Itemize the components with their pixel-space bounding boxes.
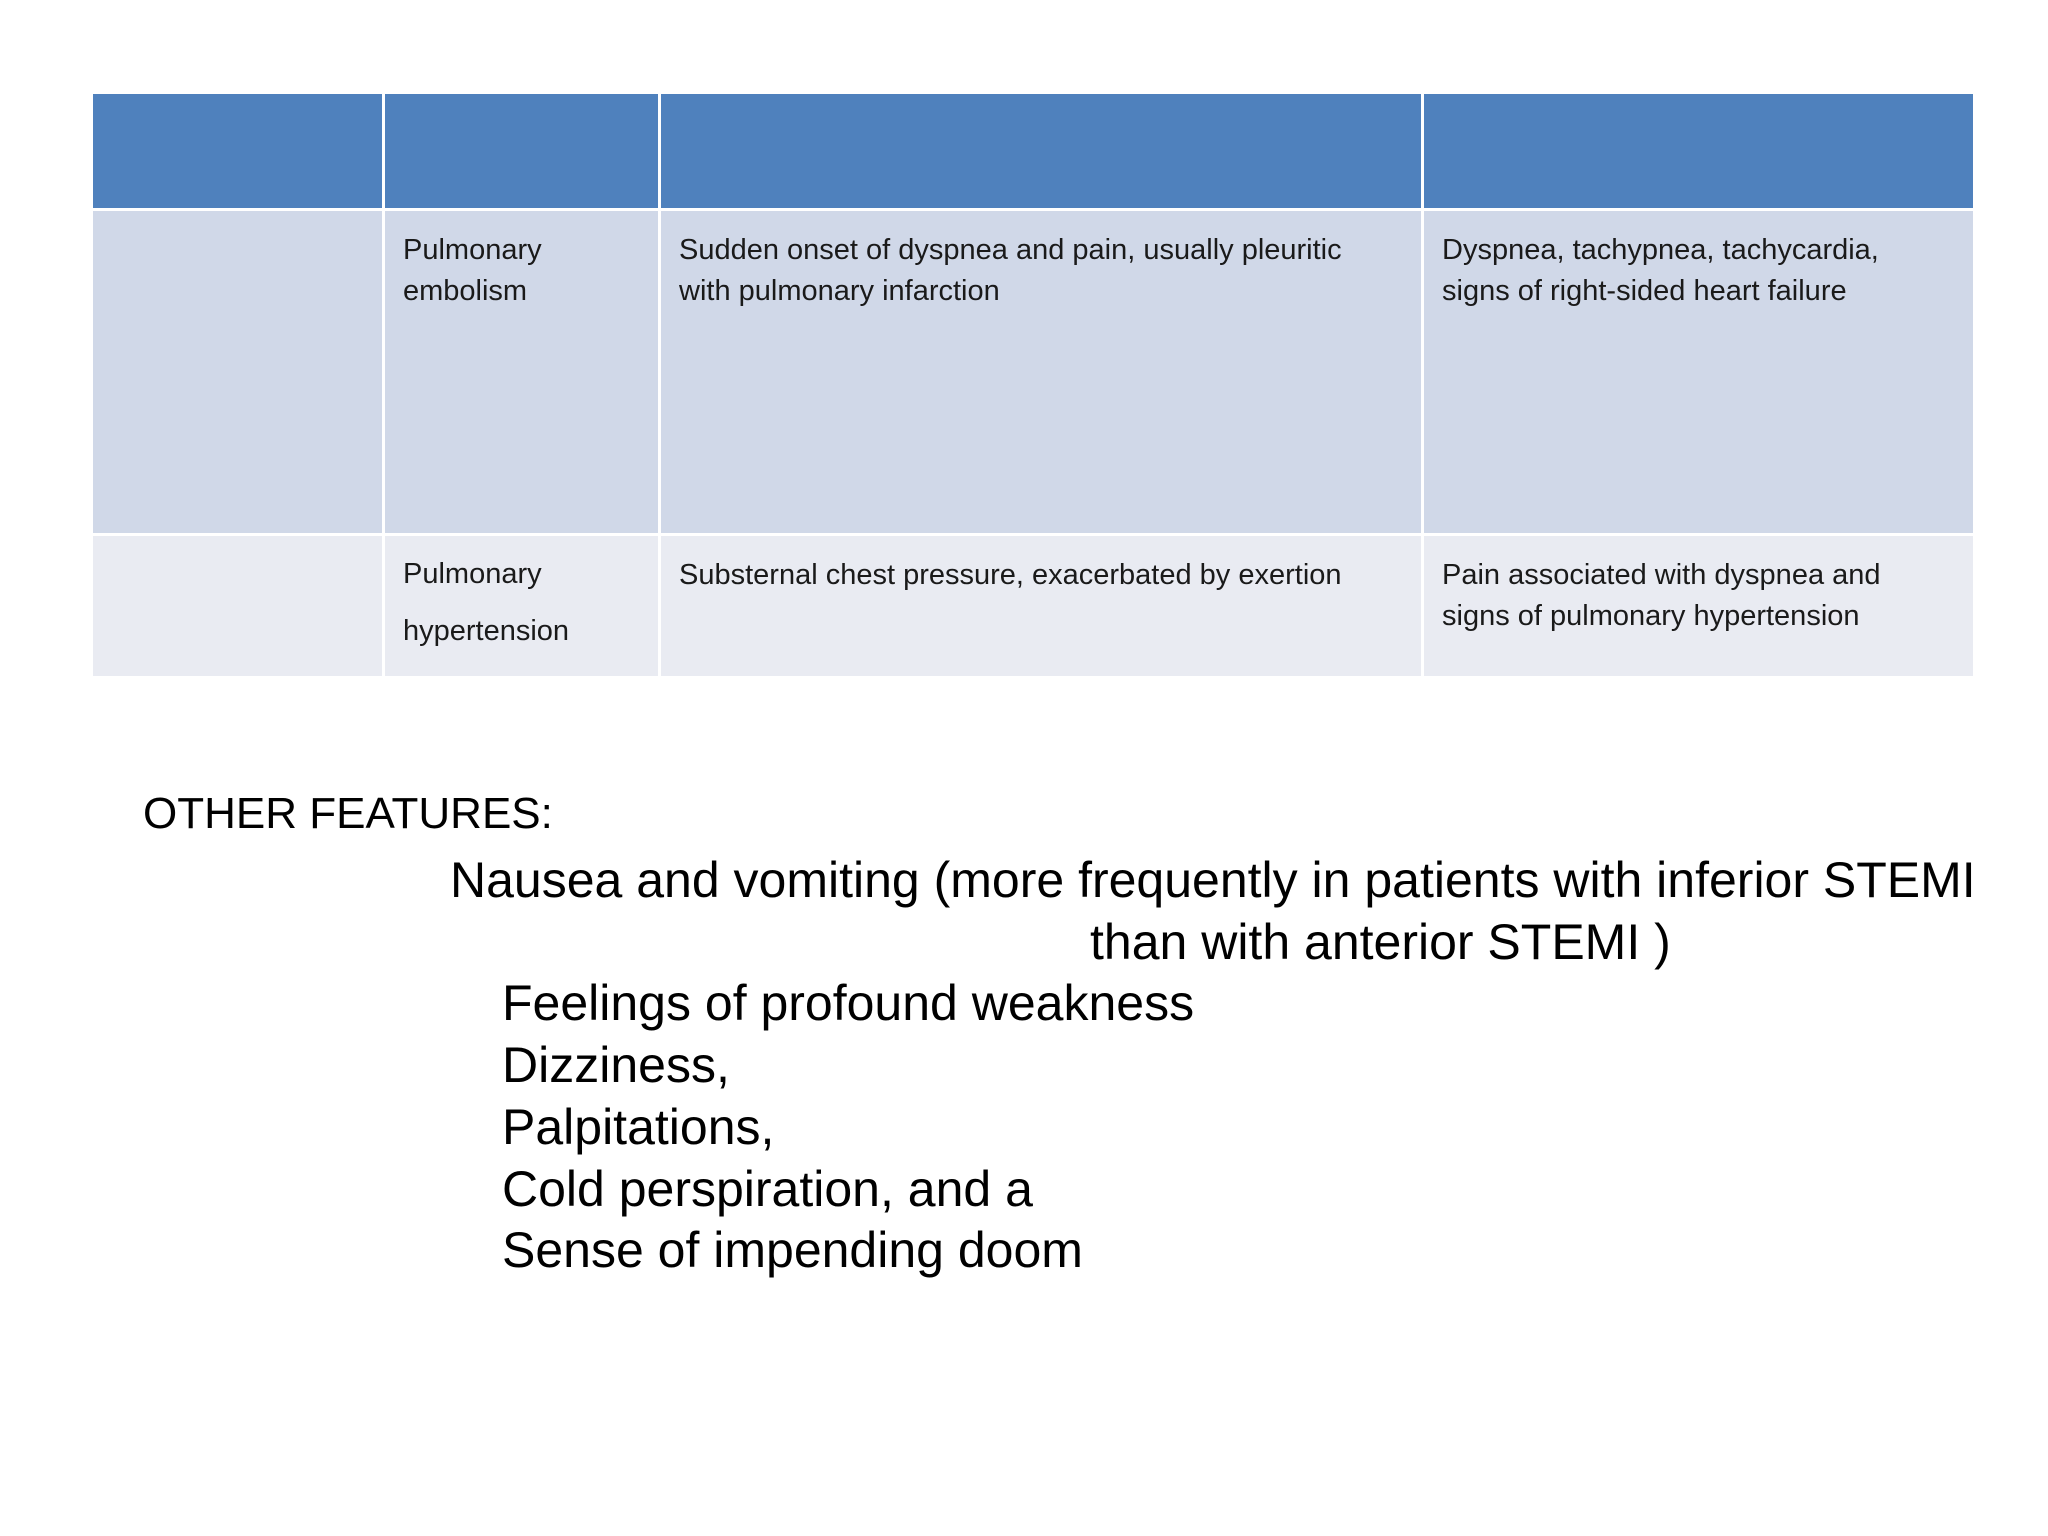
feature-line-nausea: Nausea and vomiting (more frequently in patients with inferior STEMI <box>450 852 1976 908</box>
row-category-cell <box>92 210 384 535</box>
row-category-cell <box>92 535 384 678</box>
row-findings-cell: Dyspnea, tachypnea, tachycardia, signs of right-sided heart failure <box>1423 210 1975 535</box>
table-row <box>92 535 1975 678</box>
differential-diagnosis-table <box>90 91 1976 679</box>
header-cell-description <box>660 93 1423 210</box>
row-condition-cell: Pulmonary embolism <box>384 210 660 535</box>
feature-line-cold-perspiration: Cold perspiration, and a <box>502 1161 1033 1217</box>
header-cell-findings <box>1423 93 1975 210</box>
header-cell-condition <box>384 93 660 210</box>
feature-line-weakness: Feelings of profound weakness <box>502 975 1195 1031</box>
feature-line-dizziness: Dizziness, <box>502 1037 730 1093</box>
feature-line-nausea-continued: than with anterior STEMI ) <box>1090 914 1671 970</box>
feature-line-impending-doom: Sense of impending doom <box>502 1222 1083 1278</box>
row-findings-cell: Pain associated with dyspnea and signs of pulmonary hypertension <box>1423 535 1975 678</box>
row-description-cell: Substernal chest pressure, exacerbated by exertion <box>660 535 1423 678</box>
feature-line-palpitations: Palpitations, <box>502 1099 775 1155</box>
row-description-cell: Sudden onset of dyspnea and pain, usually pleuritic with pulmonary infarction <box>660 210 1423 535</box>
header-cell-category <box>92 93 384 210</box>
table-header-row <box>92 93 1975 210</box>
table-row <box>92 210 1975 535</box>
row-condition-cell: Pulmonary hypertension <box>384 535 660 678</box>
other-features-heading: OTHER FEATURES: <box>143 789 553 838</box>
